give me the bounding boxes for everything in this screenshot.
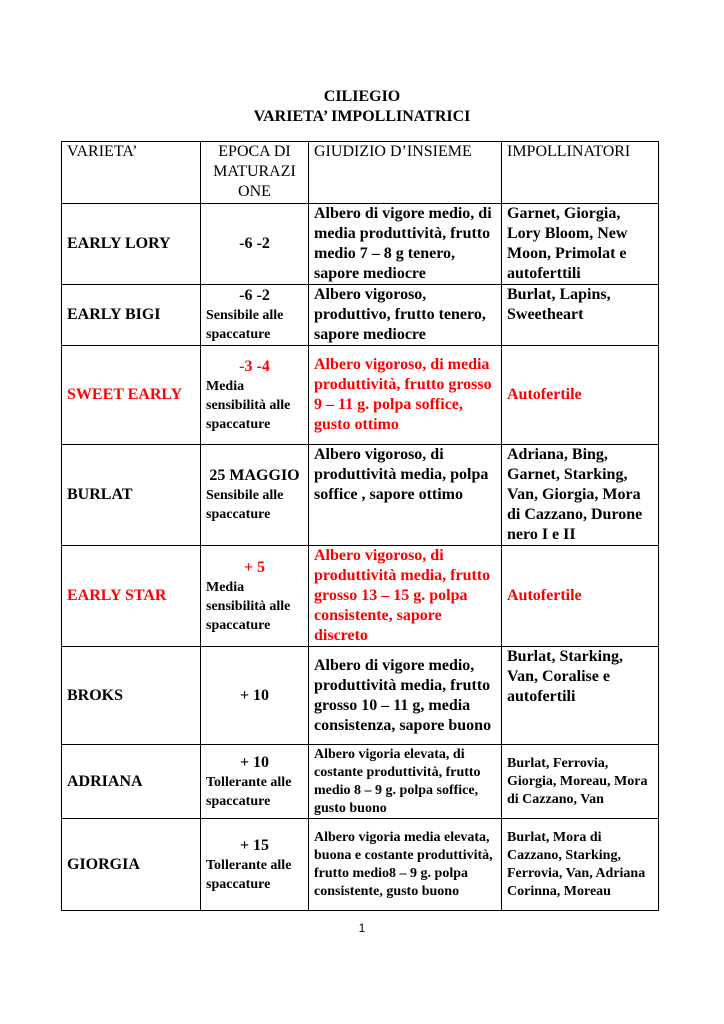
epoca-value: + 10 bbox=[239, 686, 270, 704]
document-title: CILIEGIO bbox=[323, 88, 401, 105]
table-row bbox=[62, 445, 659, 546]
epoca-value: -3 -4 bbox=[239, 357, 270, 375]
epoca-note: Media sensibilità alle spaccature bbox=[206, 378, 291, 432]
document-subtitle: VARIETA’ IMPOLLINATRICI bbox=[253, 108, 471, 125]
epoca-note: Media sensibilità alle spaccature bbox=[206, 579, 291, 633]
varieta-cell: GIORGIA bbox=[62, 819, 201, 911]
varieties-table bbox=[61, 141, 659, 911]
header-impollinatori: IMPOLLINATORI bbox=[502, 142, 659, 204]
varieta-cell: EARLY BIGI bbox=[62, 285, 201, 346]
epoca-cell bbox=[201, 546, 309, 647]
varieta-cell: BROKS bbox=[62, 647, 201, 745]
epoca-value: 25 MAGGIO bbox=[209, 467, 300, 484]
epoca-value: + 10 bbox=[239, 753, 270, 771]
table-row bbox=[62, 546, 659, 647]
epoca-note: Tollerante alle spaccature bbox=[206, 774, 292, 809]
giudizio-cell: Albero di vigore medio, produttività media, frutto grosso 10 – 11 g, media consistenza, sapore buono bbox=[309, 647, 502, 745]
impollinatori-cell: Burlat, Mora di Cazzano, Starking, Ferrovia, Van, Adriana Corinna, Moreau bbox=[502, 819, 659, 911]
header-epoca: EPOCA DI MATURAZI ONE bbox=[201, 142, 309, 204]
table-row bbox=[62, 204, 659, 285]
epoca-cell bbox=[201, 285, 309, 346]
varieta-cell: EARLY LORY bbox=[62, 204, 201, 285]
epoca-cell bbox=[201, 204, 309, 285]
epoca-cell bbox=[201, 647, 309, 745]
impollinatori-cell: Burlat, Starking, Van, Coralise e autofertili bbox=[502, 647, 659, 745]
header-giudizio: GIUDIZIO D’INSIEME bbox=[309, 142, 502, 204]
epoca-note: Sensibile alle spaccature bbox=[206, 488, 284, 522]
impollinatori-cell: Autofertile bbox=[502, 546, 659, 647]
table-row bbox=[62, 745, 659, 819]
epoca-value: -6 -2 bbox=[239, 235, 270, 252]
table-row bbox=[62, 647, 659, 745]
table-header-row bbox=[62, 142, 659, 204]
varieta-cell: ADRIANA bbox=[62, 745, 201, 819]
giudizio-cell: Albero vigoroso, produttivo, frutto tenero, sapore mediocre bbox=[309, 285, 502, 346]
varieta-cell: SWEET EARLY bbox=[62, 346, 201, 445]
giudizio-cell: Albero vigoria elevata, di costante produttività, frutto medio 8 – 9 g. polpa soffice, gusto buono bbox=[309, 745, 502, 819]
epoca-note: Sensibile alle spaccature bbox=[206, 308, 284, 342]
epoca-cell bbox=[201, 346, 309, 445]
impollinatori-cell: Burlat, Lapins, Sweetheart bbox=[502, 285, 659, 346]
epoca-note: Tollerante alle spaccature bbox=[206, 857, 292, 892]
impollinatori-cell: Autofertile bbox=[502, 346, 659, 445]
impollinatori-cell: Burlat, Ferrovia, Giorgia, Moreau, Mora di Cazzano, Van bbox=[502, 745, 659, 819]
epoca-cell bbox=[201, 819, 309, 911]
impollinatori-cell: Adriana, Bing, Garnet, Starking, Van, Giorgia, Mora di Cazzano, Durone nero I e II bbox=[502, 445, 659, 546]
table-row bbox=[62, 285, 659, 346]
page-number: 1 bbox=[358, 921, 366, 935]
epoca-value: -6 -2 bbox=[239, 287, 270, 304]
table-row bbox=[62, 819, 659, 911]
varieta-cell: EARLY STAR bbox=[62, 546, 201, 647]
varieta-cell: BURLAT bbox=[62, 445, 201, 546]
giudizio-cell: Albero vigoroso, di media produttività, frutto grosso 9 – 11 g. polpa soffice, gusto ottimo bbox=[309, 346, 502, 445]
impollinatori-cell: Garnet, Giorgia, Lory Bloom, New Moon, Primolat e autoferttili bbox=[502, 204, 659, 285]
epoca-value: + 15 bbox=[239, 836, 270, 854]
epoca-cell bbox=[201, 445, 309, 546]
giudizio-cell: Albero vigoroso, di produttività media, frutto grosso 13 – 15 g. polpa consistente, sapore discreto bbox=[309, 546, 502, 647]
giudizio-cell: Albero vigoroso, di produttività media, polpa soffice , sapore ottimo bbox=[309, 445, 502, 546]
table-row bbox=[62, 346, 659, 445]
giudizio-cell: Albero vigoria media elevata, buona e costante produttività, frutto medio8 – 9 g. polpa consistente, gusto buono bbox=[309, 819, 502, 911]
header-varieta: VARIETA’ bbox=[62, 142, 201, 204]
epoca-cell bbox=[201, 745, 309, 819]
epoca-value: + 5 bbox=[243, 558, 266, 576]
giudizio-cell: Albero di vigore medio, di media produttività, frutto medio 7 – 8 g tenero, sapore mediocre bbox=[309, 204, 502, 285]
